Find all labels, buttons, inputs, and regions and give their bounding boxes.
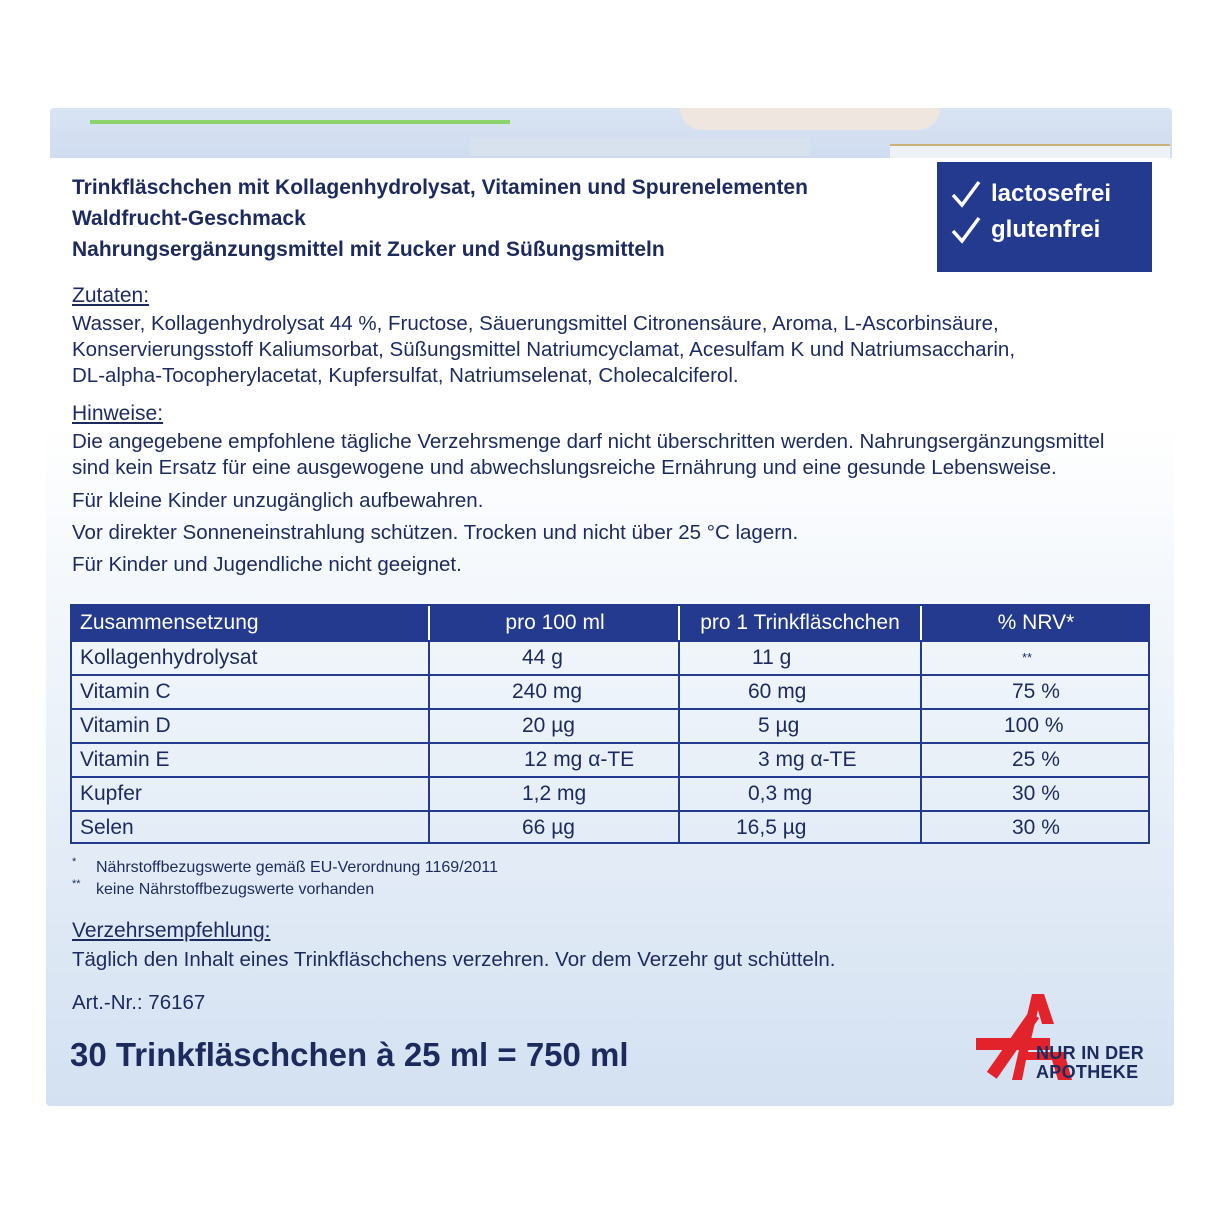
verzehr-text: Täglich den Inhalt eines Trinkfläschchens verzehren. Vor dem Verzehr gut schütteln. — [72, 948, 836, 971]
table-header — [72, 606, 1148, 640]
check-icon — [951, 216, 981, 244]
nutrition-table — [70, 604, 1150, 844]
table-cell: 30 % — [1012, 782, 1060, 805]
hinweise-line: Die angegebene empfohlene tägliche Verzehrsmenge darf nicht überschritten werden. Nahrungsergänzungsmittel — [72, 430, 1105, 453]
column-divider — [920, 606, 922, 640]
table-row — [72, 708, 1148, 742]
hinweise-line: Vor direkter Sonneneinstrahlung schützen. Trocken und nicht über 25 °C lagern. — [72, 521, 799, 544]
box-top-edge — [50, 108, 1172, 160]
table-cell: 66 µg — [522, 816, 575, 839]
pack-size: 30 Trinkfläschchen à 25 ml = 750 ml — [70, 1036, 629, 1073]
table-row — [72, 810, 1148, 844]
table-row — [72, 776, 1148, 810]
header-cell: pro 100 ml — [505, 611, 605, 634]
table-cell: 16,5 µg — [736, 816, 807, 839]
free-from-badge — [937, 162, 1152, 272]
header-cell: Zusammensetzung — [80, 611, 259, 634]
logo-text-line: NUR IN DER — [1036, 1043, 1145, 1063]
table-cell: 1,2 mg — [522, 782, 587, 805]
article-number: Art.-Nr.: 76167 — [72, 991, 206, 1014]
table-cell: 100 % — [1004, 714, 1064, 737]
table-cell: 3 mg α-TE — [758, 748, 857, 771]
zutaten-title: Zutaten: — [72, 284, 150, 307]
table-cell: 30 % — [1012, 816, 1060, 839]
table-cell: Kollagenhydrolysat — [80, 646, 258, 669]
table-cell: Vitamin C — [80, 680, 171, 703]
table-cell: 5 µg — [758, 714, 800, 737]
table-cell: 20 µg — [522, 714, 575, 737]
table-cell: Vitamin E — [80, 748, 170, 771]
table-cell: ** — [1022, 650, 1033, 665]
hinweise-line: Für kleine Kinder unzugänglich aufbewahren. — [72, 489, 484, 512]
column-divider — [428, 606, 430, 640]
table-cell: 25 % — [1012, 748, 1060, 771]
decor-strip — [680, 108, 940, 130]
logo-text-line: APOTHEKE — [1036, 1062, 1139, 1082]
decor-strip — [470, 138, 810, 156]
badge-row — [951, 176, 1111, 212]
footnote-mark: * — [72, 856, 77, 868]
table-cell: 75 % — [1012, 680, 1060, 703]
header-cell: % NRV* — [997, 611, 1075, 634]
table-row — [72, 640, 1148, 674]
table-cell: 60 mg — [748, 680, 807, 703]
zutaten-line: Konservierungsstoff Kaliumsorbat, Süßungsmittel Natriumcyclamat, Acesulfam K und Natriumsaccharin, — [72, 338, 1016, 361]
table-cell: 11 g — [752, 646, 792, 669]
hinweise-title: Hinweise: — [72, 402, 164, 425]
zutaten-line: Wasser, Kollagenhydrolysat 44 %, Fructose, Säuerungsmittel Citronensäure, Aroma, L-Ascorbinsäure, — [72, 312, 999, 335]
table-cell: 44 g — [522, 646, 563, 669]
glutenfrei-label: glutenfrei — [991, 216, 1101, 243]
table-row — [72, 674, 1148, 708]
hinweise-line: Für Kinder und Jugendliche nicht geeignet. — [72, 553, 462, 576]
table-cell: 240 mg — [512, 680, 583, 703]
table-cell: Selen — [80, 816, 134, 839]
category-headline: Nahrungsergänzungsmittel mit Zucker und Süßungsmitteln — [72, 238, 665, 261]
badge-row — [951, 212, 1100, 248]
product-headline: Trinkfläschchen mit Kollagenhydrolysat, Vitaminen und Spurenelementen — [72, 176, 808, 199]
footnote-text: Nährstoffbezugswerte gemäß EU-Verordnung 1169/2011 — [96, 859, 499, 876]
decor-strip — [90, 120, 510, 124]
verzehr-title: Verzehrsempfehlung: — [72, 919, 271, 942]
flavor-headline: Waldfrucht-Geschmack — [72, 207, 306, 230]
table-cell: Vitamin D — [80, 714, 171, 737]
column-divider — [678, 606, 680, 640]
table-cell: Kupfer — [80, 782, 142, 805]
footnote-mark: ** — [72, 878, 81, 890]
hinweise-line: sind kein Ersatz für eine ausgewogene und abwechslungsreiche Ernährung und eine gesunde Lebensweise. — [72, 456, 1057, 479]
table-cell: 0,3 mg — [748, 782, 813, 805]
table-cell: 12 mg α-TE — [524, 748, 635, 771]
table-row — [72, 742, 1148, 776]
header-cell: pro 1 Trinkfläschchen — [700, 611, 900, 634]
zutaten-line: DL-alpha-Tocopherylacetat, Kupfersulfat, Natriumselenat, Cholecalciferol. — [72, 364, 739, 387]
check-icon — [951, 180, 981, 208]
lactosefrei-label: lactosefrei — [991, 180, 1112, 207]
footnote-text: keine Nährstoffbezugswerte vorhanden — [96, 881, 375, 898]
